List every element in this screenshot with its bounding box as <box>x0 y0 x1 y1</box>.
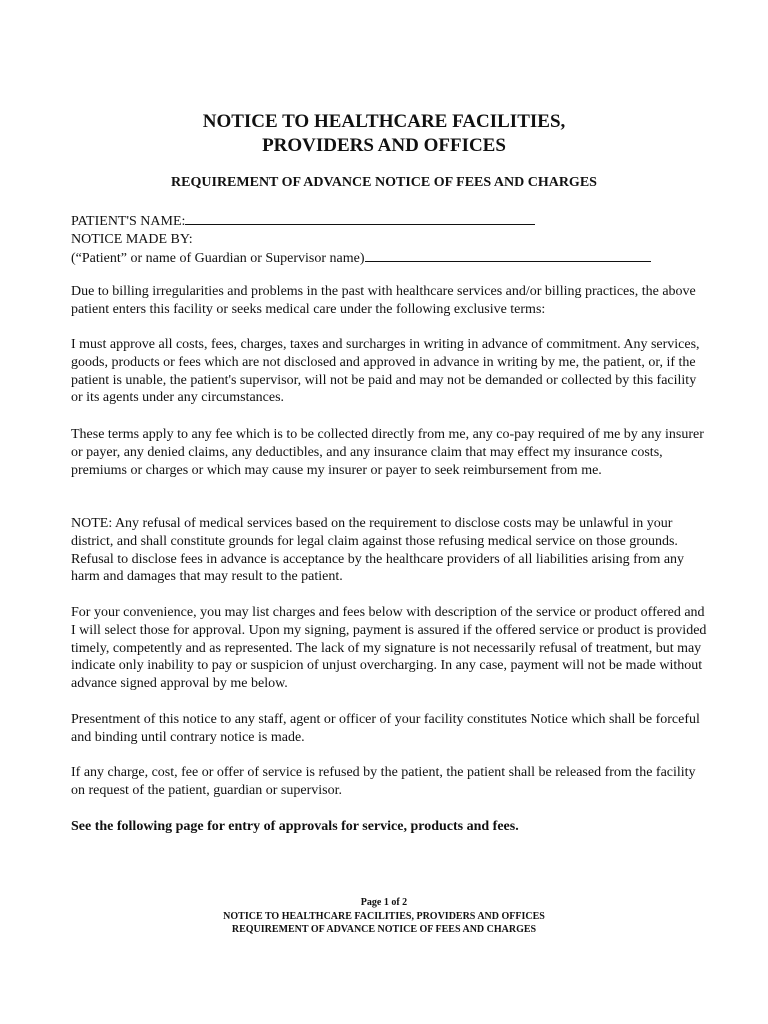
patient-name-label: PATIENT'S NAME: <box>71 214 186 229</box>
paragraph-fee-scope: These terms apply to any fee which is to be collected directly from me, any co-pay required of me by any insurer or payer, any denied claims, any deductibles, and any insurance claim that may effect my insurance costs, premiums or charges or which may cause my insurer or payer to seek reimbursement from me. <box>71 427 704 478</box>
guardian-row <box>71 248 711 268</box>
paragraph-approval-terms: I must approve all costs, fees, charges, taxes and surcharges in writing in advance of commitment. Any services, goods, products or fees which are not disclosed and approved in advance in writing by me, the patient, or, if the patient is unable, the patient's supervisor, will not be paid and may not be demanded or collected by this facility or its agents under any circumstances. <box>71 337 700 406</box>
paragraph-presentment: Presentment of this notice to any staff, agent or officer of your facility constitutes Notice which shall be forceful and binding until contrary notice is made. <box>71 712 700 745</box>
notice-made-by-row <box>71 231 711 249</box>
document-title-line2: PROVIDERS AND OFFICES <box>262 135 506 156</box>
paragraph-release: If any charge, cost, fee or offer of service is refused by the patient, the patient shall be released from the facility on request of the patient, guardian or supervisor. <box>71 765 696 798</box>
notice-made-by-label: NOTICE MADE BY: <box>71 231 193 247</box>
paragraph-note-refusal: NOTE: Any refusal of medical services based on the requirement to disclose costs may be unlawful in your district, and shall constitute grounds for legal claim against those refusing medical service on those grounds. Refusal to disclose fees in advance is acceptance by the healthcare providers of all liabilities arising from any harm and damages that may result to the patient. <box>71 516 685 585</box>
paragraph-convenience: For your convenience, you may list charges and fees below with description of the service or product offered and I will select those for approval. Upon my signing, payment is assured if the offered service or product is provided timely, competently and as represented. The lack of my signature is not necessarily refusal of treatment, but may indicate only inability to pay or suspicion of unjust overcharging. In any case, payment will not be made without advance signed approval by me below. <box>71 605 707 692</box>
footer-title-line1: NOTICE TO HEALTHCARE FACILITIES, PROVIDERS AND OFFICES <box>223 910 545 922</box>
guardian-blank-line <box>365 248 651 262</box>
patient-name-row <box>71 211 711 231</box>
patient-name-blank-line <box>185 211 535 225</box>
guardian-label: (“Patient” or name of Guardian or Supervisor name) <box>71 251 365 266</box>
document-title-line1: NOTICE TO HEALTHCARE FACILITIES, <box>202 111 566 132</box>
patient-info-fields <box>71 211 711 268</box>
paragraph-see-following-page: See the following page for entry of approvals for service, products and fees. <box>71 819 519 834</box>
page-number: Page 1 of 2 <box>360 897 408 908</box>
document-subtitle: REQUIREMENT OF ADVANCE NOTICE OF FEES AND CHARGES <box>171 175 597 190</box>
footer-title-line2: REQUIREMENT OF ADVANCE NOTICE OF FEES AND CHARGES <box>231 924 537 935</box>
paragraph-billing-irregularities: Due to billing irregularities and problems in the past with healthcare services and/or billing practices, the above patient enters this facility or seeks medical care under the following exclusive terms: <box>71 284 696 317</box>
page-footer <box>0 896 768 937</box>
